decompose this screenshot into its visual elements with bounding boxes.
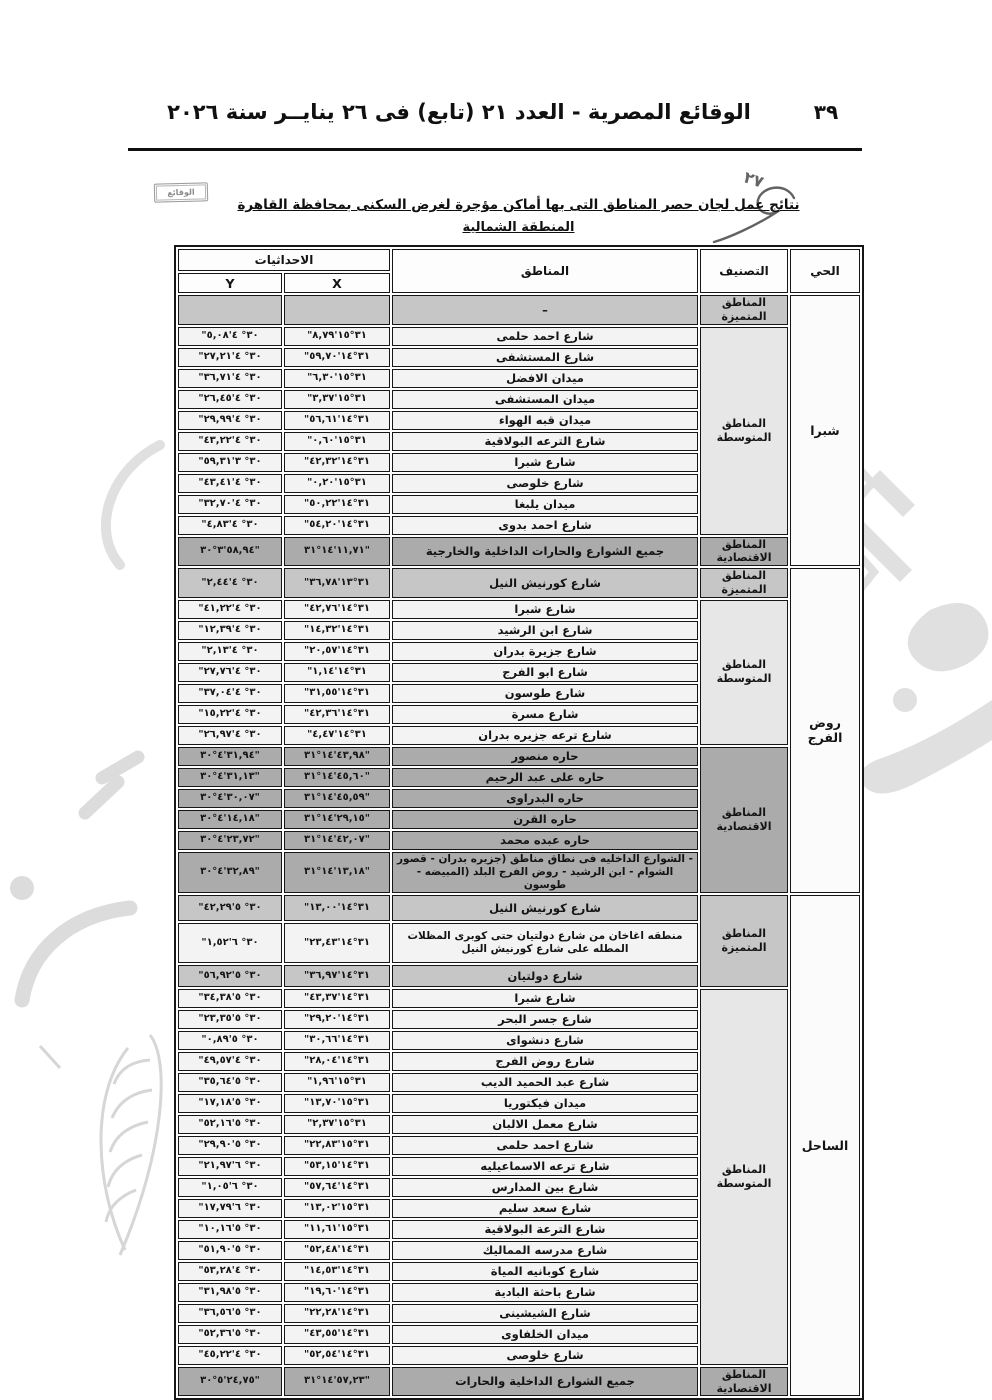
header-coordinates: الاحداثيات — [178, 249, 390, 271]
coord-y-cell: "١٥,٢٢'٤ °٣٠ — [178, 705, 282, 724]
coord-x-cell: "٥٢,٥٤'١٤°٣١ — [284, 1346, 390, 1365]
coord-y-cell: "٢,٤٤'٤ °٣٠ — [178, 568, 282, 598]
coord-y-cell: "٢٧,٢١'٤ °٣٠ — [178, 348, 282, 367]
coord-y-cell: "٣٧,٠٤'٤ °٣٠ — [178, 684, 282, 703]
coord-x-cell: "٣٠,٦٦'١٤°٣١ — [284, 1031, 390, 1050]
coord-x-cell: "٢٠,٥٧'١٤°٣١ — [284, 642, 390, 661]
area-cell: شارع شبرا — [392, 453, 698, 472]
area-cell: - الشوارع الداخليه فى نطاق مناطق (جزيره بدران - قصور الشوام - ابن الرشيد - روض الفرج البلد (المبيضه - طوسون — [392, 852, 698, 893]
area-cell: شارع بين المدارس — [392, 1178, 698, 1197]
coord-y-cell: "١٧,١٨'٥ °٣٠ — [178, 1094, 282, 1113]
area-cell: حاره البدراوى — [392, 789, 698, 808]
classification-cell: المناطق الاقتصادية — [700, 537, 788, 567]
coord-x-cell: "١٤,٥٣'١٤°٣١ — [284, 1262, 390, 1281]
table-row — [178, 989, 860, 1008]
coord-y-cell: "١,٥٢'٦ °٣٠ — [178, 923, 282, 963]
area-cell: شارع احمد حلمى — [392, 327, 698, 346]
coord-x-cell: "١,١٤'١٤°٣١ — [284, 663, 390, 682]
gazette-title: الوقائع المصرية - العدد ٢١ (تابع) فى ٢٦ ينايــر سنة ٢٠٢٦ — [167, 100, 751, 124]
coord-x-cell: "١٣,٧٠'١٥°٣١ — [284, 1094, 390, 1113]
coord-x-cell: "١٩,٦٠'١٤°٣١ — [284, 1283, 390, 1302]
area-cell: جميع الشوارع والحارات الداخلية والخارجية — [392, 537, 698, 567]
coord-y-cell: "٤٩,٥٧'٤ °٣٠ — [178, 1052, 282, 1071]
area-cell: حاره القرن — [392, 810, 698, 829]
area-cell: شارع الترعه البولاقية — [392, 432, 698, 451]
coord-y-cell: ٣٠°٤'٣٠,٠٧" — [178, 789, 282, 808]
area-cell: شارع الشيشينى — [392, 1304, 698, 1323]
coord-x-cell: "١٣,٠٠'١٤°٣١ — [284, 895, 390, 921]
table-row — [178, 895, 860, 921]
area-cell: ميدان الافضل — [392, 369, 698, 388]
coord-y-cell: ٣٠°٤'٣٢,٨٩" — [178, 852, 282, 893]
area-cell: شارع كورنيش النيل — [392, 568, 698, 598]
classification-cell: المناطق الاقتصادية — [700, 1367, 788, 1397]
coord-y-cell: "٥,٠٨'٤ °٣٠ — [178, 327, 282, 346]
header-y: Y — [178, 273, 282, 293]
table-row — [178, 568, 860, 598]
coord-y-cell: "٣٦,٥٦'٥ °٣٠ — [178, 1304, 282, 1323]
coord-x-cell: "١٤,٣٢'١٤°٣١ — [284, 621, 390, 640]
coord-x-cell: "٦,٣٠'١٥°٣١ — [284, 369, 390, 388]
area-cell: شارع دنشواى — [392, 1031, 698, 1050]
coord-y-cell: ٣٠°٤'٣١,١٣" — [178, 768, 282, 787]
coord-y-cell: "١,٠٥'٦ °٣٠ — [178, 1178, 282, 1197]
area-cell: شارع دولتيان — [392, 965, 698, 987]
coord-x-cell: "٨,٧٩'١٥°٣١ — [284, 327, 390, 346]
district-cell: الساحل — [790, 895, 860, 1397]
coord-x-cell: "٣١,٥٥'١٤°٣١ — [284, 684, 390, 703]
coord-y-cell: "٤,٨٣'٤ °٣٠ — [178, 516, 282, 535]
coord-x-cell: "٠,٦٠'١٥°٣١ — [284, 432, 390, 451]
coord-x-cell: ٣١°١٤'١١,٧١" — [284, 537, 390, 567]
header-divider — [128, 148, 862, 151]
coord-y-cell: "٥٦,٩٢'٥ °٣٠ — [178, 965, 282, 987]
table-row — [178, 747, 860, 766]
coord-y-cell: ٣٠°٤'١٤,١٨" — [178, 810, 282, 829]
coord-x-cell: "٢٢,٢٨'١٤°٣١ — [284, 1304, 390, 1323]
coord-y-cell: "٣٥,٦٤'٥ °٣٠ — [178, 1073, 282, 1092]
area-cell: شارع الترعة البولاقية — [392, 1220, 698, 1239]
area-cell: شارع عبد الحميد الديب — [392, 1073, 698, 1092]
coord-x-cell — [284, 295, 390, 325]
area-cell: ميدان قبه الهواء — [392, 411, 698, 430]
area-cell: ميدان فيكتوريا — [392, 1094, 698, 1113]
coord-y-cell: "٥٩,٣١'٣ °٣٠ — [178, 453, 282, 472]
classification-cell: المناطق المتوسطة — [700, 327, 788, 535]
area-cell: شارع خلوصى — [392, 474, 698, 493]
classification-cell: المناطق المتوسطة — [700, 600, 788, 745]
coord-y-cell: ٣٠°٥'٢٤,٧٥" — [178, 1367, 282, 1397]
coord-y-cell: "٤٥,٢٢'٤ °٣٠ — [178, 1346, 282, 1365]
table-row — [178, 1367, 860, 1397]
classification-cell: المناطق الاقتصادية — [700, 747, 788, 893]
header-areas: المناطق — [392, 249, 698, 293]
coord-y-cell: "٣١,٩٨'٥ °٣٠ — [178, 1283, 282, 1302]
coord-y-cell: "٢٣,٣٥'٥ °٣٠ — [178, 1010, 282, 1029]
area-cell: شارع جسر البحر — [392, 1010, 698, 1029]
area-cell: حاره منصور — [392, 747, 698, 766]
classification-cell: المناطق المتميزة — [700, 895, 788, 987]
document-title: نتائج عمل لجان حصر المناطق التى بها أماكن مؤجرة لغرض السكنى بمحافظة القاهرة — [237, 197, 800, 213]
coord-x-cell: "٥٢,٤٨'١٤°٣١ — [284, 1241, 390, 1260]
classification-cell: المناطق المتميزة — [700, 568, 788, 598]
area-cell: شارع ترعه الاسماعيليه — [392, 1157, 698, 1176]
coord-x-cell: "٤٢,٧٦'١٤°٣١ — [284, 600, 390, 619]
coord-y-cell: "٥٢,١٦'٥ °٣٠ — [178, 1115, 282, 1134]
coord-x-cell: ٣١°١٤'٥٧,٢٣" — [284, 1367, 390, 1397]
area-cell: شارع شبرا — [392, 600, 698, 619]
coord-y-cell: "٢٩,٩٠'٥ °٣٠ — [178, 1136, 282, 1155]
area-cell: شارع احمد بدوى — [392, 516, 698, 535]
coord-x-cell: "٤٢,٣٢'١٤°٣١ — [284, 453, 390, 472]
handwritten-number: ٢٧ — [741, 167, 766, 192]
area-cell: شارع باحثة البادية — [392, 1283, 698, 1302]
coord-y-cell: "٤١,٢٢'٤ °٣٠ — [178, 600, 282, 619]
coord-x-cell: "٤٢,٣٦'١٤°٣١ — [284, 705, 390, 724]
coord-y-cell: "٢,١٣'٤ °٣٠ — [178, 642, 282, 661]
table-header — [178, 249, 860, 293]
coord-x-cell: "٢٨,٠٤'١٤°٣١ — [284, 1052, 390, 1071]
coord-x-cell: "٥٤,٢٠'١٤°٣١ — [284, 516, 390, 535]
coord-y-cell: "١٧,٧٩'٦ °٣٠ — [178, 1199, 282, 1218]
coord-y-cell: "٤٣,٢٢'٤ °٣٠ — [178, 432, 282, 451]
coord-x-cell: "٤,٤٧'١٤°٣١ — [284, 726, 390, 745]
area-cell: ميدان يلبغا — [392, 495, 698, 514]
coord-y-cell: "٢٩,٩٩'٤ °٣٠ — [178, 411, 282, 430]
area-cell: شارع سعد سليم — [392, 1199, 698, 1218]
coord-y-cell: "٥١,٩٠'٥ °٣٠ — [178, 1241, 282, 1260]
coord-x-cell: "٢,٣٧'١٥°٣١ — [284, 1115, 390, 1134]
coord-x-cell: "٢٩,٢٠'١٤°٣١ — [284, 1010, 390, 1029]
area-cell: شارع المستشفى — [392, 348, 698, 367]
area-cell: شارع جزيرة بدران — [392, 642, 698, 661]
page-number: ٣٩ — [813, 100, 839, 124]
coord-x-cell: ٣١°١٤'٤٢,٠٧" — [284, 831, 390, 850]
coord-x-cell: ٣١°١٤'٤٣,٩٨" — [284, 747, 390, 766]
coord-y-cell: "٥٢,٣٦'٥ °٣٠ — [178, 1325, 282, 1344]
gazette-header — [128, 100, 862, 124]
coord-x-cell: ٣١°١٤'٢٩,١٥" — [284, 810, 390, 829]
area-cell: – — [392, 295, 698, 325]
area-cell: شارع ترعه جزيره بدران — [392, 726, 698, 745]
classification-cell: المناطق المتميزة — [700, 295, 788, 325]
coord-x-cell: "٥٦,٦١'١٤°٣١ — [284, 411, 390, 430]
coord-x-cell: ٣١°١٤'١٣,١٨" — [284, 852, 390, 893]
header-x: X — [284, 273, 390, 293]
area-cell: شارع ابن الرشيد — [392, 621, 698, 640]
area-cell: شارع خلوصى — [392, 1346, 698, 1365]
area-cell: شارع كورنيش النيل — [392, 895, 698, 921]
district-cell: روض الفرج — [790, 568, 860, 893]
coord-x-cell: "٢٣,٤٣'١٤°٣١ — [284, 923, 390, 963]
area-cell: شارع كوبانيه المياة — [392, 1262, 698, 1281]
coord-x-cell: "٢٢,٨٣'١٥°٣١ — [284, 1136, 390, 1155]
area-cell: شارع مسرة — [392, 705, 698, 724]
district-cell: شبرا — [790, 295, 860, 566]
area-cell: ميدان المستشفى — [392, 390, 698, 409]
coord-x-cell: "٥٩,٧٠'١٤°٣١ — [284, 348, 390, 367]
table-body — [178, 295, 860, 1396]
coord-y-cell: "٢١,٩٧'٦ °٣٠ — [178, 1157, 282, 1176]
coord-x-cell: "١٣,٠٢'١٥°٣١ — [284, 1199, 390, 1218]
area-cell: شارع روض الفرج — [392, 1052, 698, 1071]
coord-y-cell: ٣٠°٣'٥٨,٩٤" — [178, 537, 282, 567]
coord-x-cell: "١,٩٦'١٥°٣١ — [284, 1073, 390, 1092]
document-subtitle: المنطقة الشمالية — [462, 220, 575, 235]
coord-y-cell: "٤٣,٤١'٤ °٣٠ — [178, 474, 282, 493]
coord-y-cell: "١٠,١٦'٥ °٣٠ — [178, 1220, 282, 1239]
area-cell: ميدان الخلفاوى — [392, 1325, 698, 1344]
coord-x-cell: "٣٦,٩٧'١٤°٣١ — [284, 965, 390, 987]
coord-y-cell: "٣٤,٣٨'٥ °٣٠ — [178, 989, 282, 1008]
coord-x-cell: "٣٦,٧٨'١٣°٣١ — [284, 568, 390, 598]
area-cell: شارع شبرا — [392, 989, 698, 1008]
coord-x-cell: "٥٠,٢٢'١٤°٣١ — [284, 495, 390, 514]
coord-y-cell: "١٢,٣٩'٤ °٣٠ — [178, 621, 282, 640]
coord-y-cell: ٣٠°٤'٢٣,٧٢" — [178, 831, 282, 850]
gazette-stamp-label: الوقائع — [167, 187, 195, 198]
area-cell: منطقه اغاخان من شارع دولتيان حتى كوبرى المظلات المطله على شارع كورنيش النيل — [392, 923, 698, 963]
table-row — [178, 537, 860, 567]
records-table-wrap — [174, 245, 863, 1400]
coord-y-cell: "٤٢,٢٩'٥ °٣٠ — [178, 895, 282, 921]
coord-y-cell: "٣٦,٧١'٤ °٣٠ — [178, 369, 282, 388]
coord-y-cell: "٢٧,٧٦'٤ °٣٠ — [178, 663, 282, 682]
coord-x-cell: ٣١°١٤'٤٥,٥٩" — [284, 789, 390, 808]
area-cell: حاره على عبد الرحيم — [392, 768, 698, 787]
coord-y-cell: "٥٣,٢٨'٤ °٣٠ — [178, 1262, 282, 1281]
area-cell: شارع طوسون — [392, 684, 698, 703]
coord-y-cell: "٣٢,٧٠'٤ °٣٠ — [178, 495, 282, 514]
coord-y-cell — [178, 295, 282, 325]
table-row — [178, 327, 860, 346]
records-table — [174, 245, 864, 1400]
classification-cell: المناطق المتوسطة — [700, 989, 788, 1365]
coord-x-cell: "٤٣,٥٥'١٤°٣١ — [284, 1325, 390, 1344]
coord-x-cell: "١١,٦١'١٥°٣١ — [284, 1220, 390, 1239]
area-cell: شارع احمد حلمى — [392, 1136, 698, 1155]
header-district: الحي — [790, 249, 860, 293]
area-cell: شارع معمل الالبان — [392, 1115, 698, 1134]
table-row — [178, 600, 860, 619]
coord-y-cell: ٣٠°٤'٣١,٩٤" — [178, 747, 282, 766]
header-classification: التصنيف — [700, 249, 788, 293]
table-row — [178, 295, 860, 325]
area-cell: حاره عبده محمد — [392, 831, 698, 850]
coord-x-cell: "٠,٢٠'١٥°٣١ — [284, 474, 390, 493]
area-cell: شارع مدرسه المماليك — [392, 1241, 698, 1260]
coord-y-cell: "٢٦,٩٧'٤ °٣٠ — [178, 726, 282, 745]
coord-y-cell: "٢٦,٤٥'٤ °٣٠ — [178, 390, 282, 409]
area-cell: شارع ابو الفرج — [392, 663, 698, 682]
area-cell: جميع الشوارع الداخلية والحارات — [392, 1367, 698, 1397]
coord-x-cell: "٤٣,٣٧'١٤°٣١ — [284, 989, 390, 1008]
coord-x-cell: "٣,٣٧'١٥°٣١ — [284, 390, 390, 409]
coord-x-cell: ٣١°١٤'٤٥,٦٠" — [284, 768, 390, 787]
coord-y-cell: "٠,٨٩'٥ °٣٠ — [178, 1031, 282, 1050]
coord-x-cell: "٥٧,٦٤'١٤°٣١ — [284, 1178, 390, 1197]
coord-x-cell: "٥٣,١٥'١٤°٣١ — [284, 1157, 390, 1176]
